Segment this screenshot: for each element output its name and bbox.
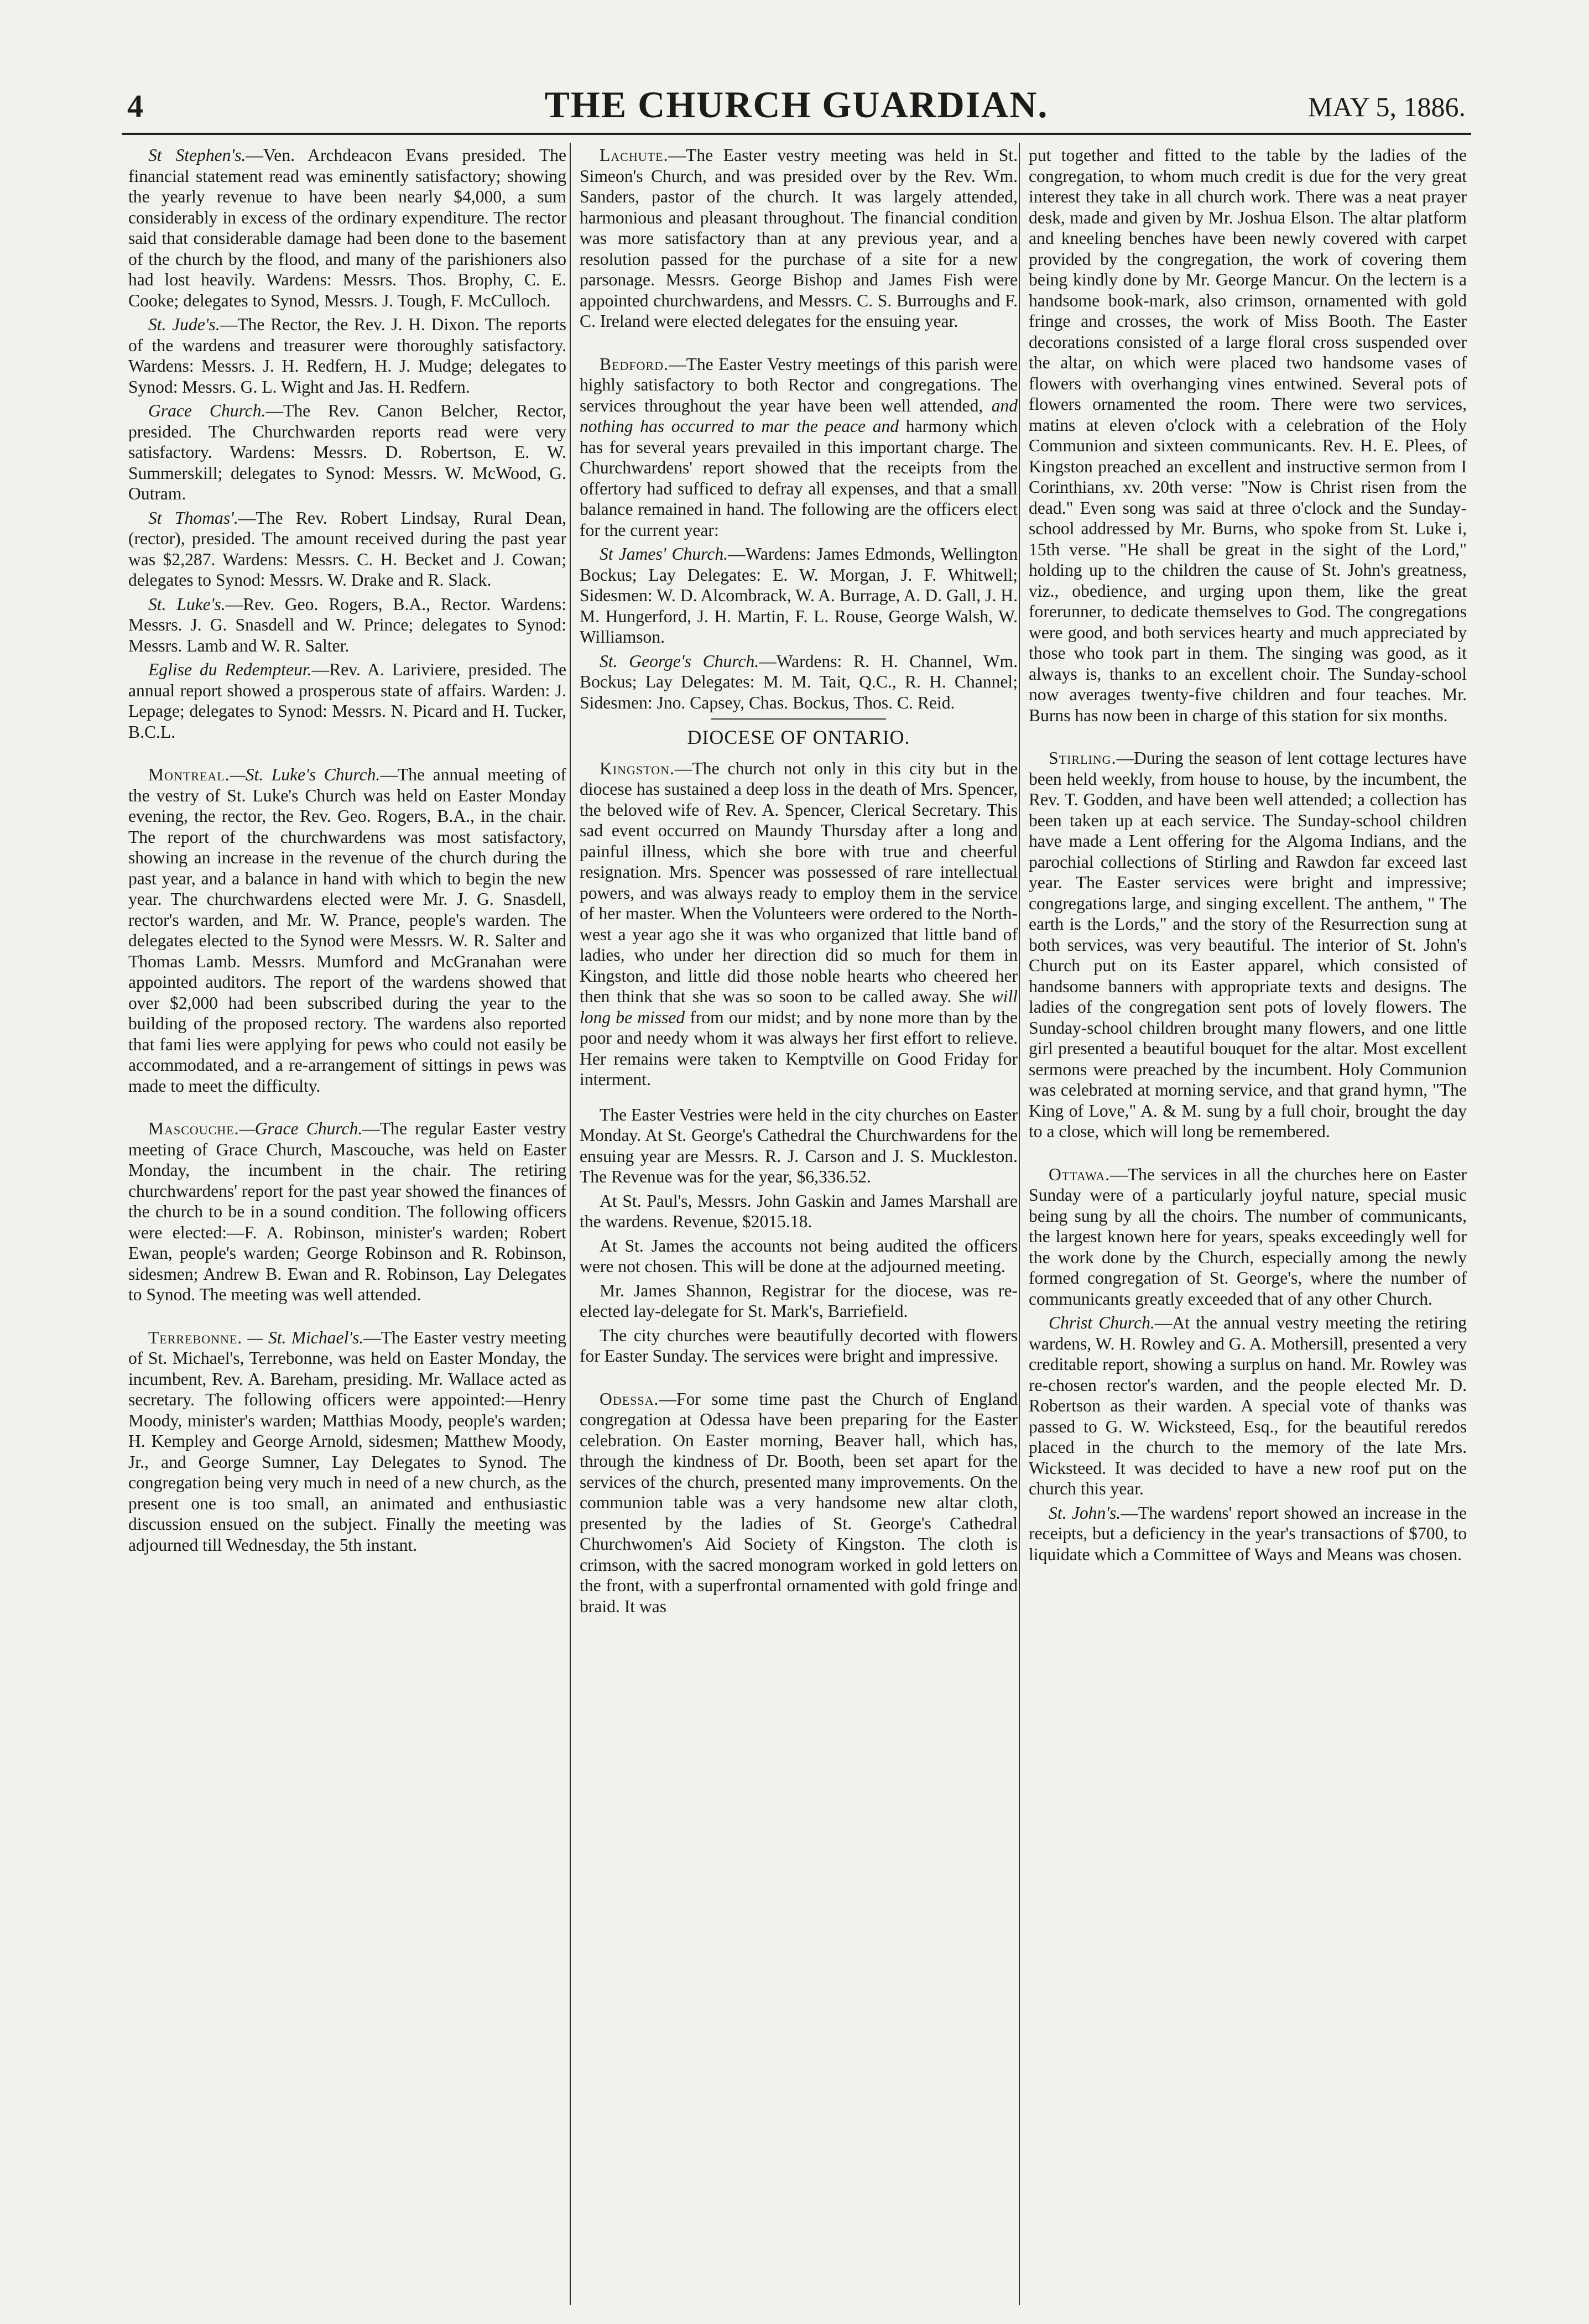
parish-name: St James' Church. xyxy=(600,544,728,564)
article-paragraph: At St. Paul's, Messrs. John Gaskin and James Marshall are the wardens. Revenue, $2015.18. xyxy=(580,1191,1018,1231)
article-paragraph xyxy=(1029,748,1467,1142)
article-paragraph xyxy=(128,1327,566,1556)
paragraph-text: harmony which has for several years prevailed in this important charge. The Churchwardens' report showed that the receipts from the offertory had sufficed to defray all expenses, and that a small balance remained in hand. The following are the officers elect for the current year: xyxy=(580,416,1018,540)
article-paragraph xyxy=(580,651,1018,713)
paragraph-text: —Ven. Archdeacon Evans presided. The financial statement read was eminently satisfactory; showing the yearly revenue to have been nearly $4,000, a sum considerably in excess of the ordinary expenditure. The rector said that considerable damage had been done to the basement of the church by the flood, and many of the parishioners also had lost heavily. Wardens: Messrs. Thos. Brophy, C. E. Cooke; delegates to Synod, Messrs. J. Tough, F. McCulloch. xyxy=(128,145,566,310)
article-paragraph xyxy=(580,145,1018,332)
masthead xyxy=(122,83,1471,135)
issue-date: MAY 5, 1886. xyxy=(1307,91,1466,122)
paragraph-text: —The Rector, the Rev. J. H. Dixon. The reports of the wardens and treasurer were thoroughly satisfactory. Wardens: Messrs. J. H. Redfern, H. J. Mudge; delegates to Synod: Messrs. G. L. Wight and Jas. H. Redfern. xyxy=(128,315,566,397)
parish-name: St. George's Church. xyxy=(600,651,759,671)
article-paragraph: Mr. James Shannon, Registrar for the diocese, was re-elected lay-delegate for St. Mark's, Barriefield. xyxy=(580,1280,1018,1321)
section-heading: DIOCESE OF ONTARIO. xyxy=(687,726,910,748)
paragraph-text: —The Easter vestry meeting of St. Michael's, Terrebonne, was held on Easter Monday, the incumbent, Rev. A. Bareham, presiding. Mr. Wallace acted as secretary. The following officers were appointed:—Henry Moody, minister's warden; Matthias Moody, people's warden; H. Kempley and George Arnold, sidesmen; Matthew Moody, Jr., and George Sumner, Lay Delegates to Synod. The congregation being very much in need of a new church, as the present one is too small, an animated and enthusiastic discussion ensued on the subject. Finally the meeting was adjourned till Wednesday, the 5th instant. xyxy=(128,1327,566,1555)
paragraph-text: —The church not only in this city but in the diocese has sustained a deep loss in the death of Mrs. Spencer, the beloved wife of Rev. A. Spencer, Clerical Secretary. This sad event occurred on Maundy Thursday after a long and painful illness, which she bore with true and cheerful resignation. Mrs. Spencer was possessed of rare intellectual powers, and was always ready to employ them in the service of her master. When the Volunteers were ordered to the North-west a year ago she it was who organized that little band of ladies, who under her direction did so much for them in Kingston, and little did those noble hearts who cheered her then think that she was so soon to be called away. She xyxy=(580,758,1018,1006)
place-name: Odessa. xyxy=(600,1389,659,1409)
parish-name: St Thomas'. xyxy=(148,508,238,528)
paragraph-text: —Rev. A. Lariviere, presided. The annual report showed a prosperous state of affairs. Warden: J. Lepage; delegates to Synod: Messrs. N. Picard and H. Tucker, B.C.L. xyxy=(128,660,566,742)
paragraph-text: —The regular Easter vestry meeting of Grace Church, Mascouche, was held on Easter Monday, the incumbent in the chair. The retiring churchwardens' report for the past year showed the finances of the church to be in a sound condition. The following officers were elected:—F. A. Robinson, minister's warden; Robert Ewan, people's warden; George Robinson and R. Robinson, sidesmen; Andrew B. Ewan and R. Robinson, Lay Delegates to Synod. The meeting was well attended. xyxy=(128,1119,566,1304)
paragraph-text: —The wardens' report showed an increase in the receipts, but a deficiency in the year's transactions of $700, to liquidate which a Committee of Ways and Means was chosen. xyxy=(1029,1503,1467,1564)
article-paragraph xyxy=(128,594,566,656)
article-paragraph: The Easter Vestries were held in the city churches on Easter Monday. At St. George's Cathedral the Churchwardens for the ensuing year are Messrs. R. J. Carson and J. S. Muckleston. The Revenue was for the year, $6,336.52. xyxy=(580,1104,1018,1186)
article-paragraph xyxy=(1029,1312,1467,1499)
paragraph-text: from our midst; and by none more than by the poor and needy whom it was always her first effort to relieve. Her remains were taken to Kemptville on Good Friday for interment. xyxy=(580,1007,1018,1089)
place-name: Stirling. xyxy=(1049,748,1117,768)
column-divider xyxy=(1019,143,1020,2305)
newspaper-title: THE CHURCH GUARDIAN. xyxy=(544,84,1049,126)
page-number: 4 xyxy=(127,88,143,124)
emphasis-text: and nothing has occurred to mar the peace and xyxy=(580,395,1018,436)
place-name: Ottawa. xyxy=(1049,1164,1111,1184)
article-paragraph xyxy=(128,764,566,1096)
article-paragraph xyxy=(580,354,1018,541)
article-paragraph xyxy=(580,544,1018,648)
parish-name: —St. Luke's Church. xyxy=(230,765,381,784)
article-paragraph xyxy=(128,400,566,504)
paragraph-text: —For some time past the Church of England congregation at Odessa have been preparing for the Easter celebration. On Easter morning, Beaver hall, which has, through the kindness of Dr. Booth, been set apart for the services of the church, presented many improvements. On the communion table was a very handsome new altar cloth, presented by the ladies of St. George's Cathedral Churchwomen's Aid Society of Kingston. The cloth is crimson, with the sacred monogram worked in gold letters on the front, with a superfrontal ornamented with gold fringe and braid. It was xyxy=(580,1389,1018,1616)
column-divider xyxy=(570,143,571,2305)
parish-name: Grace Church. xyxy=(148,401,266,420)
paragraph-text: —At the annual vestry meeting the retiring wardens, W. H. Rowley and G. A. Mothersill, presented a very creditable report, showing a surplus on hand. Mr. Rowley was re-chosen rector's warden, and the people elected Mr. D. Robertson as their warden. A special vote of thanks was passed to G. W. Wicksteed, Esq., for the beautiful reredos placed in the church to the memory of the late Mrs. Wicksteed. It was decided to have a new roof put on the church this year. xyxy=(1029,1313,1467,1498)
parish-name: St Stephen's. xyxy=(148,145,246,165)
paragraph-text: —The services in all the churches here on Easter Sunday were of a particularly joyful nature, special music being sung by all the choirs. The number of communicants, the largest known here for years, speaks exceedingly well for the work done by the Church, especially among the newly formed congregation of St. George's, where the number of communicants greatly exceeded that of any other Church. xyxy=(1029,1164,1467,1309)
place-name: Montreal. xyxy=(148,765,230,784)
paragraph-text: —Wardens: James Edmonds, Wellington Bockus; Lay Delegates: E. W. Morgan, J. F. Whitwell; Sidesmen: W. D. Alcombrack, W. A. Burrage, A. D. Gall, J. H. M. Hungerford, J. H. Martin, F. L. Rouse, George Walsh, W. Williamson. xyxy=(580,544,1018,647)
article-paragraph xyxy=(128,1118,566,1305)
article-paragraph xyxy=(580,1389,1018,1617)
column-1 xyxy=(128,145,566,2302)
place-name: Bedford. xyxy=(600,354,669,374)
column-3 xyxy=(1029,145,1467,2302)
paragraph-text: —The Easter vestry meeting was held in St. Simeon's Church, and was presided over by the Rev. Wm. Sanders, pastor of the church. It was largely attended, harmonious and pleasant throughout. The financial condition was more satisfactory than at any previous year, and a resolution passed for the purchase of a site for a new parsonage. Messrs. George Bishop and James Fish were appointed churchwardens, and Messrs. C. S. Burroughs and F. C. Ireland were elected delegates for the ensuing year. xyxy=(580,145,1018,331)
parish-name: St. John's. xyxy=(1049,1503,1121,1523)
paragraph-text: —During the season of lent cottage lectures have been held weekly, from house to house, by the incumbent, the Rev. T. Godden, and have been well attended; a collection has been taken up at each service. The Sunday-school children have made a Lent offering for the Algoma Indians, and the parochial collections of Stirling and Rawdon far exceed last year. The Easter services were bright and impressive; congregations large, and singing excellent. The anthem, " The earth is the Lords," and the story of the Resurrection sung at both services, was very beautiful. The interior of St. John's Church put on its Easter apparel, which consisted of handsome banners with appropriate texts and designs. The ladies of the congregation sent pots of lovely flowers. The Sunday-school children brought many flowers, and one little girl presented a beautiful bouquet for the altar. Most excellent sermons were preached by the incumbent. Holy Communion was celebrated at morning service, and that grand hymn, "The King of Love," A. & M. sung by a full choir, brought the day to a close, which will long be remembered. xyxy=(1029,748,1467,1141)
article-paragraph: put together and fitted to the table by the ladies of the congregation, to whom much credit is due for the very great interest they take in all church work. There was a neat prayer desk, made and given by Mr. Joshua Elson. The altar platform and kneeling benches have been newly covered with carpet provided by the congregation, the work of covering them being kindly done by Mr. George Mancur. On the lectern is a handsome book-mark, also crimson, ornamented with gold fringe and crosses, the work of Miss Booth. The Easter decorations consisted of a large floral cross suspended over the altar, on which were placed two handsome vases of flowers with overhanging vines entwined. Several pots of flowers ornamented the room. There were two services, matins at eleven o'clock with a celebration of the Holy Communion and sixteen communicants. Rev. H. E. Plees, of Kingston preached an excellent and instructive sermon from I Corinthians, xv. 20th verse: "Now is Christ risen from the dead." Even song was said at three o'clock and the Sunday-school addressed by Mr. Burns, who spoke from St. Luke i, 15th verse. "He shall be great in the sight of the Lord," holding up to the children the cause of St. John's greatness, viz., obedience, and urging upon them, like the great forerunner, to dedicate themselves to God. The congregations were good, and both services hearty and much appreciated by those who took part in them. The singing was good, as it always is, thanks to an excellent choir. The Sunday-school now averages twenty-five children and four teaches. Mr. Burns has now been in charge of this station for six months. xyxy=(1029,145,1467,725)
paragraph-text: —The Rev. Canon Belcher, Rector, presided. The Churchwarden reports read were very satisfactory. Wardens: Messrs. D. Robertson, E. W. Summerskill; delegates to Synod: Messrs. W. McWood, G. Outram. xyxy=(128,401,566,503)
parish-name: St. Jude's. xyxy=(148,315,220,334)
article-paragraph xyxy=(580,758,1018,1090)
place-name: Kingston. xyxy=(600,758,675,778)
article-paragraph xyxy=(1029,1164,1467,1310)
paragraph-text: —Wardens: R. H. Channel, Wm. Bockus; Lay Delegates: M. M. Tait, Q.C., R. H. Channel; Sidesmen: Jno. Capsey, Chas. Bockus, Thos. C. Reid. xyxy=(580,651,1018,712)
article-paragraph xyxy=(128,145,566,311)
section-rule xyxy=(711,718,887,720)
place-name: Mascouche. xyxy=(148,1119,239,1138)
article-paragraph xyxy=(128,314,566,397)
article-paragraph xyxy=(128,659,566,742)
paragraph-text: —Rev. Geo. Rogers, B.A., Rector. Wardens: Messrs. J. G. Snasdell and W. Prince; delegates to Synod: Messrs. Lamb and W. R. Salter. xyxy=(128,594,566,655)
parish-name: Eglise du Redempteur. xyxy=(148,660,312,679)
parish-name: — St. Michael's. xyxy=(242,1327,364,1347)
article-paragraph xyxy=(128,508,566,591)
article-paragraph: At St. James the accounts not being audited the officers were not chosen. This will be done at the adjourned meeting. xyxy=(580,1236,1018,1276)
column-2 xyxy=(580,145,1018,2302)
place-name: Lachute. xyxy=(600,145,669,165)
parish-name: St. Luke's. xyxy=(148,594,226,614)
article-paragraph xyxy=(1029,1503,1467,1565)
paragraph-text: —The Easter Vestry meetings of this parish were highly satisfactory to both Rector and congregations. The services throughout the year have been well attended, xyxy=(580,354,1018,415)
article-paragraph: The city churches were beautifully decorted with flowers for Easter Sunday. The services were bright and impressive. xyxy=(580,1325,1018,1366)
paragraph-text: —The Rev. Robert Lindsay, Rural Dean, (rector), presided. The amount received during the past year was $2,287. Wardens: Messrs. C. H. Becket and J. Cowan; delegates to Synod: Messrs. W. Drake and R. Slack. xyxy=(128,508,566,590)
parish-name: Christ Church. xyxy=(1049,1313,1155,1332)
emphasis-text: will long be missed xyxy=(580,987,1018,1027)
place-name: Terrebonne. xyxy=(148,1327,243,1347)
parish-name: —Grace Church. xyxy=(239,1119,363,1138)
paragraph-text: —The annual meeting of the vestry of St. Luke's Church was held on Easter Monday evening, the rector, the Rev. Geo. Rogers, B.A., in the chair. The report of the churchwardens was most satisfactory, showing an increase in the revenue of the church during the past year, and a balance in hand with which to begin the new year. The churchwardens elected were Mr. J. G. Snasdell, rector's warden, and Mr. W. Prance, people's warden. The delegates elected to the Synod were Messrs. W. R. Salter and Thomas Lamb. Messrs. Mumford and McGranahan were appointed auditors. The report of the wardens showed that over $2,000 had been subscribed during the year to the building of the proposed rectory. The wardens also reported that fami lies were applying for pews who could not easily be accommodated, and a re-arrangement of sittings in pews was made to meet the difficulty. xyxy=(128,765,566,1096)
